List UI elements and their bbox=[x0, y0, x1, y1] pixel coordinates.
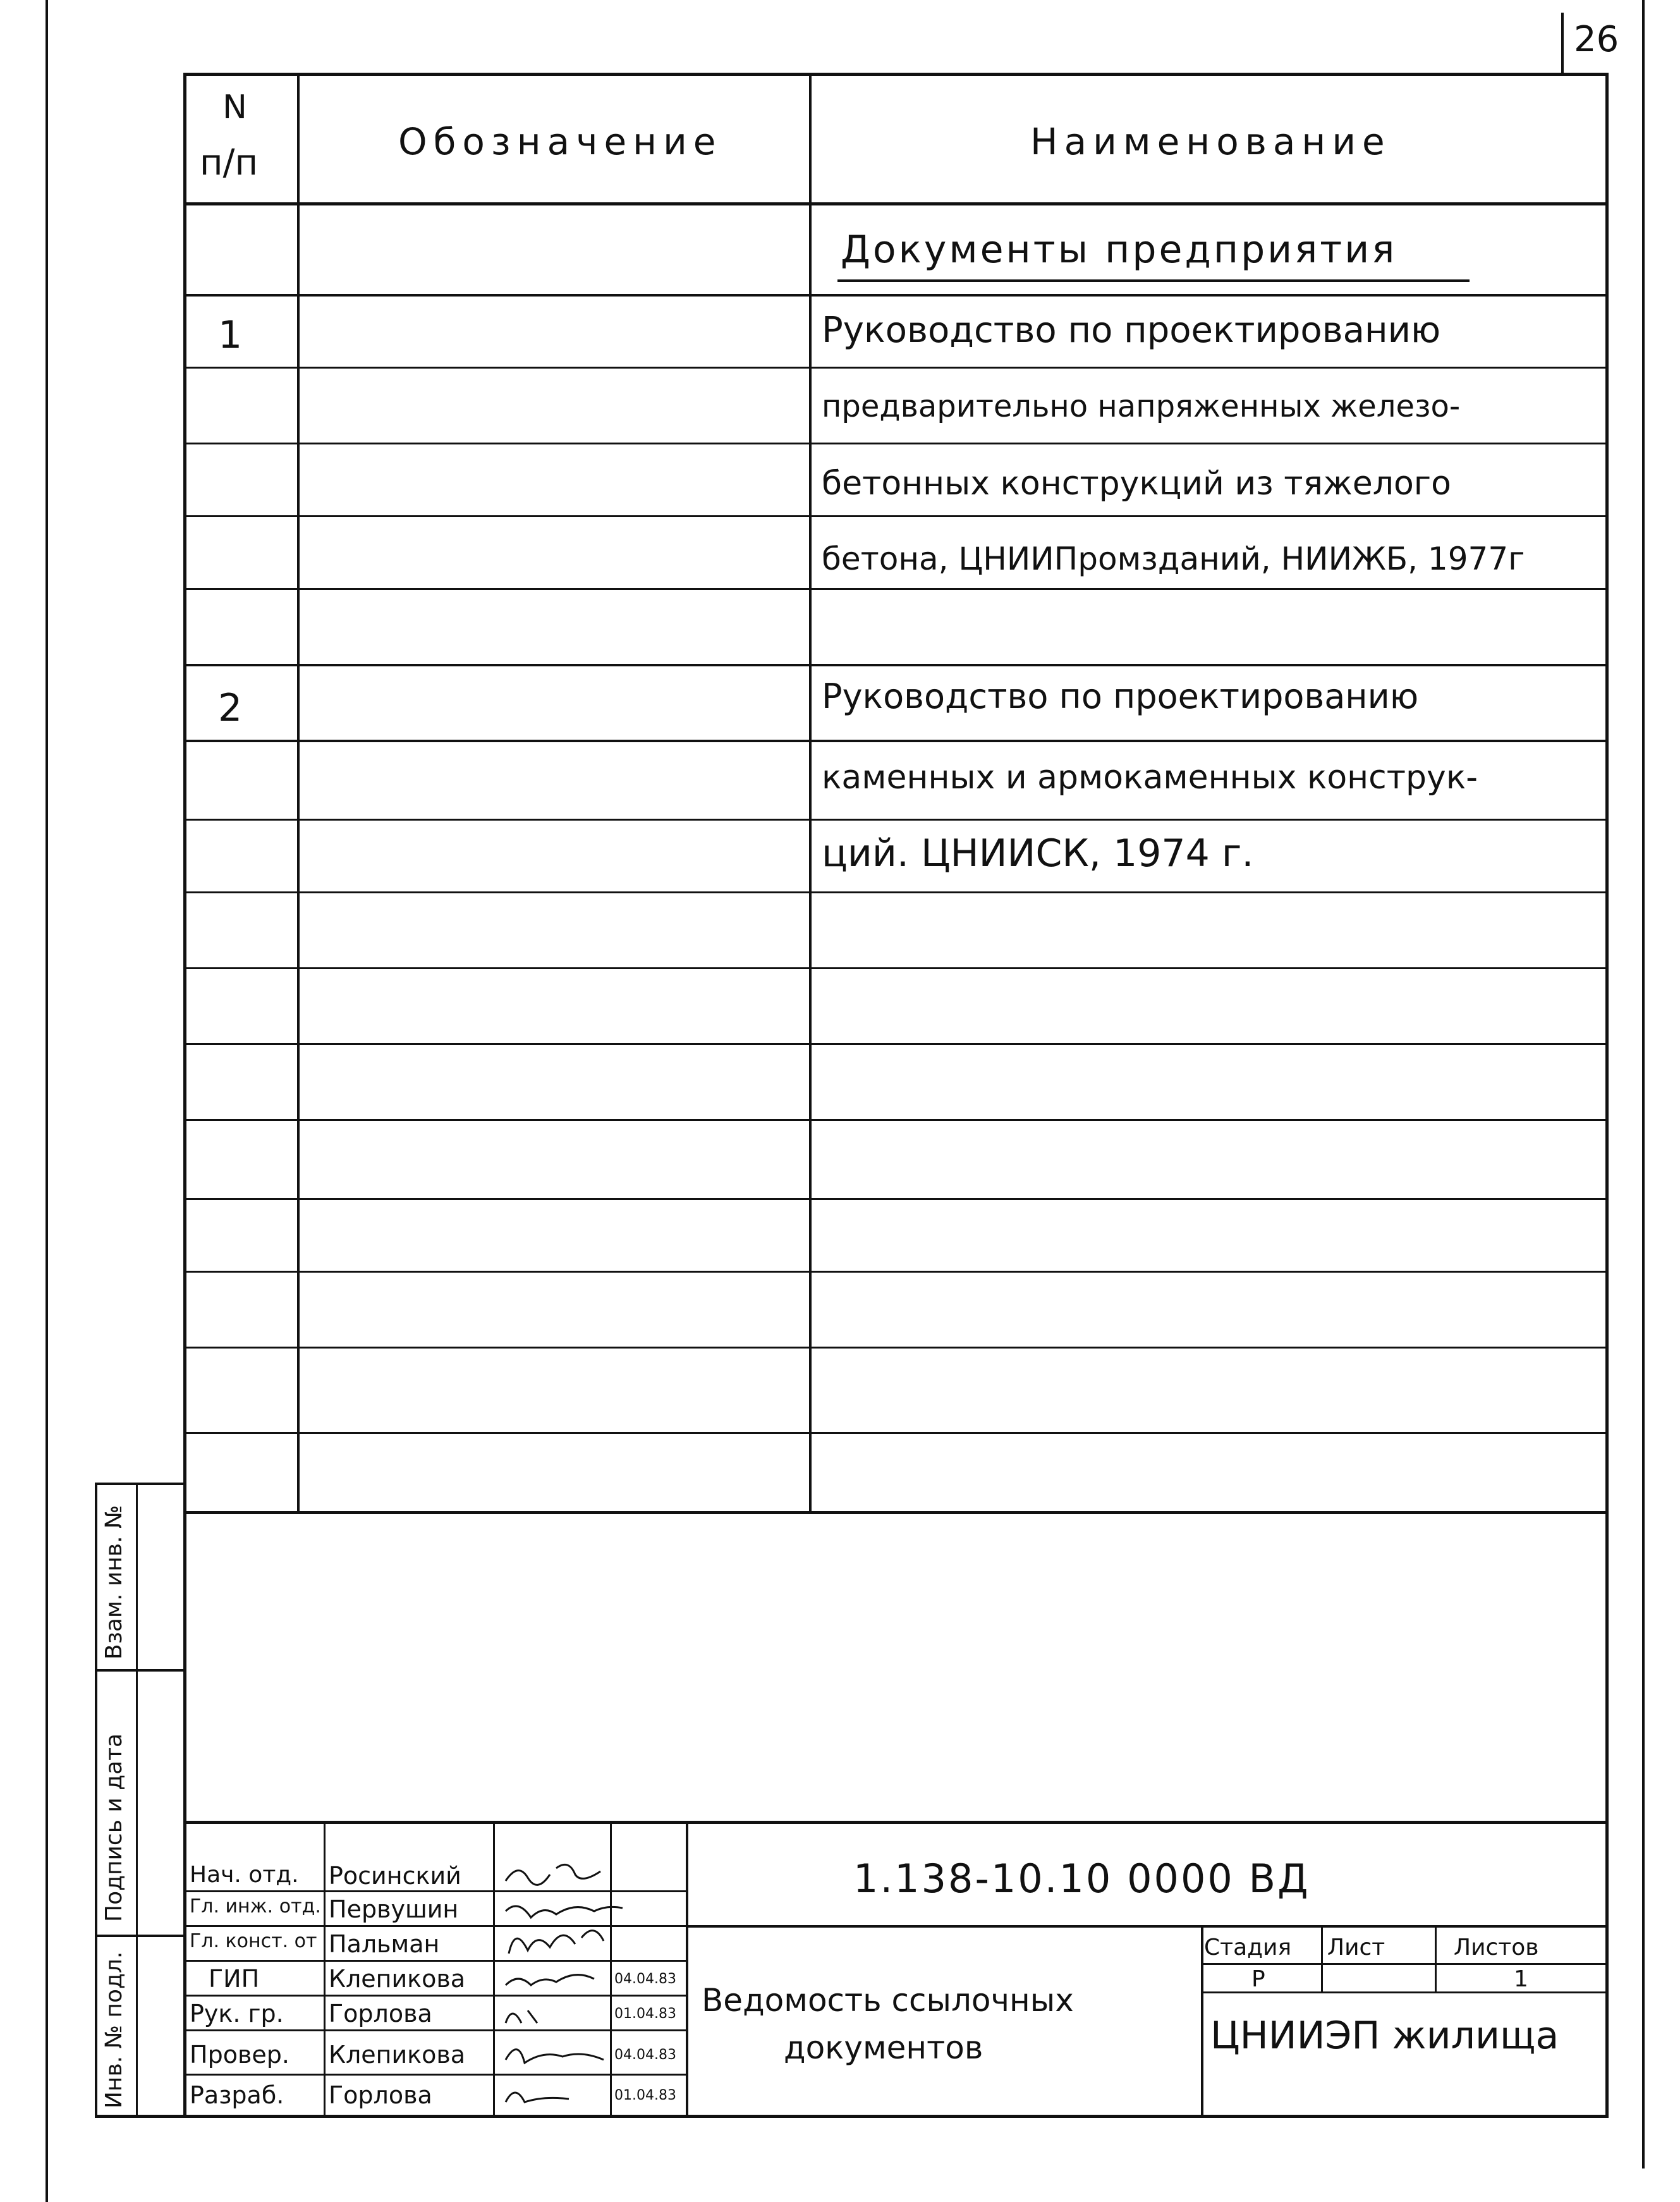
row-name: Руководство по проектированию bbox=[822, 676, 1419, 716]
signer-row-line bbox=[183, 1995, 686, 1997]
sidebar-podpis-data: Подпись и дата bbox=[101, 1733, 127, 1922]
signer-date: 01.04.83 bbox=[614, 2088, 676, 2103]
header-name: Наименование bbox=[1030, 120, 1391, 163]
signature-klepikova-2 bbox=[499, 2031, 607, 2072]
stage-header-line bbox=[1201, 1963, 1609, 1965]
signer-name: Росинский bbox=[329, 1862, 461, 1890]
page-number-divider bbox=[1561, 13, 1564, 76]
stage-label: Стадия bbox=[1204, 1935, 1292, 1960]
header-num-n: N bbox=[222, 89, 247, 126]
row-line bbox=[183, 1347, 1609, 1349]
row-line bbox=[183, 1043, 1609, 1045]
row-line bbox=[183, 967, 1609, 969]
section-title-underline bbox=[837, 279, 1470, 282]
sidebar-vzam-inv: Взам. инв. № bbox=[101, 1505, 127, 1660]
row-line bbox=[183, 664, 1609, 666]
row-line bbox=[183, 1432, 1609, 1434]
section-title: Документы предприятия bbox=[841, 228, 1397, 272]
signer-date: 01.04.83 bbox=[614, 2006, 676, 2022]
signature-palman bbox=[499, 1919, 613, 1963]
signer-role: ГИП bbox=[209, 1965, 260, 1993]
row-line bbox=[183, 443, 1609, 444]
signer-role: Нач. отд. bbox=[190, 1862, 299, 1888]
signer-role: Разраб. bbox=[190, 2081, 284, 2109]
row-name: ций. ЦНИИСК, 1974 г. bbox=[822, 831, 1254, 876]
signer-name: Пальман bbox=[329, 1930, 440, 1958]
row-name: каменных и армокаменных конструк- bbox=[822, 759, 1478, 797]
row-num: 1 bbox=[218, 313, 243, 357]
signature-rosinsky bbox=[499, 1856, 607, 1890]
sidebar-inner-line bbox=[136, 1483, 138, 2118]
sheet-bottom-border bbox=[95, 2115, 1609, 2118]
title-block-top bbox=[183, 1821, 1609, 1824]
header-num-pp: п/п bbox=[200, 142, 259, 183]
stage-value: Р bbox=[1251, 1966, 1265, 1992]
signer-name: Клепикова bbox=[329, 2041, 466, 2069]
title-block-code-bottom bbox=[686, 1925, 1609, 1928]
row-line bbox=[183, 740, 1609, 742]
row-line bbox=[183, 1119, 1609, 1121]
row-line bbox=[183, 1271, 1609, 1273]
signer-name: Клепикова bbox=[329, 1965, 466, 1993]
signature-klepikova bbox=[499, 1963, 607, 1995]
main-table bbox=[183, 73, 1609, 1950]
signature-gorlova-2 bbox=[499, 2077, 607, 2112]
signer-role: Гл. конст. от bbox=[190, 1930, 317, 1952]
sidebar-top-line bbox=[95, 1483, 183, 1485]
row-line bbox=[183, 588, 1609, 590]
document-name-line1: Ведомость ссылочных bbox=[702, 1982, 1074, 2019]
signature-gorlova bbox=[499, 1998, 607, 2029]
row-line bbox=[183, 515, 1609, 517]
document-name-line2: документов bbox=[784, 2029, 983, 2066]
signer-name: Горлова bbox=[329, 2081, 432, 2109]
signer-row-line bbox=[183, 2029, 686, 2031]
row-name: Руководство по проектированию bbox=[822, 310, 1441, 351]
stage-col-1 bbox=[1321, 1925, 1323, 1991]
signer-role: Рук. гр. bbox=[190, 2000, 284, 2028]
row-line bbox=[183, 294, 1609, 297]
row-line bbox=[183, 891, 1609, 893]
sidebar-inv-podl: Инв. № подл. bbox=[101, 1951, 127, 2108]
row-name: предварительно напряженных железо- bbox=[822, 389, 1461, 424]
row-name: бетонных конструкций из тяжелого bbox=[822, 465, 1451, 503]
header-bottom-line bbox=[183, 202, 1609, 205]
sidebar-divider bbox=[95, 1669, 183, 1672]
signer-name: Горлова bbox=[329, 2000, 432, 2028]
header-designation: Обозначение bbox=[398, 120, 722, 163]
signer-date: 04.04.83 bbox=[614, 1971, 676, 1987]
signer-role: Провер. bbox=[190, 2041, 289, 2069]
page-number: 26 bbox=[1574, 19, 1619, 60]
lower-left-border bbox=[183, 1511, 186, 2118]
title-block-name-col bbox=[1201, 1925, 1203, 2118]
sheets-label: Листов bbox=[1454, 1935, 1539, 1960]
table-bottom-line bbox=[183, 1511, 1609, 1514]
stage-col-2 bbox=[1435, 1925, 1437, 1991]
row-num: 2 bbox=[218, 686, 243, 730]
signer-row-line bbox=[183, 2074, 686, 2076]
sidebar-outer-line bbox=[95, 1483, 97, 2118]
row-line bbox=[183, 1198, 1609, 1200]
row-line bbox=[183, 819, 1609, 821]
document-code: 1.138-10.10 0000 ВД bbox=[853, 1856, 1310, 1902]
lower-right-border bbox=[1605, 1511, 1609, 2118]
sheet-label: Лист bbox=[1327, 1935, 1385, 1960]
row-line bbox=[183, 367, 1609, 369]
title-block-col bbox=[686, 1821, 688, 2118]
left-margin-line bbox=[46, 0, 48, 2202]
col-divider-1 bbox=[297, 73, 300, 1514]
right-margin-line bbox=[1642, 0, 1645, 2168]
signer-name: Первушин bbox=[329, 1895, 459, 1923]
col-divider-2 bbox=[809, 73, 812, 1514]
signer-role: Гл. инж. отд. bbox=[190, 1895, 321, 1918]
sheets-value: 1 bbox=[1514, 1966, 1528, 1992]
sidebar-divider bbox=[95, 1935, 183, 1937]
signer-date: 04.04.83 bbox=[614, 2047, 676, 2063]
organization-name: ЦНИИЭП жилища bbox=[1210, 2014, 1559, 2058]
row-name: бетона, ЦНИИПромзданий, НИИЖБ, 1977г bbox=[822, 541, 1525, 577]
